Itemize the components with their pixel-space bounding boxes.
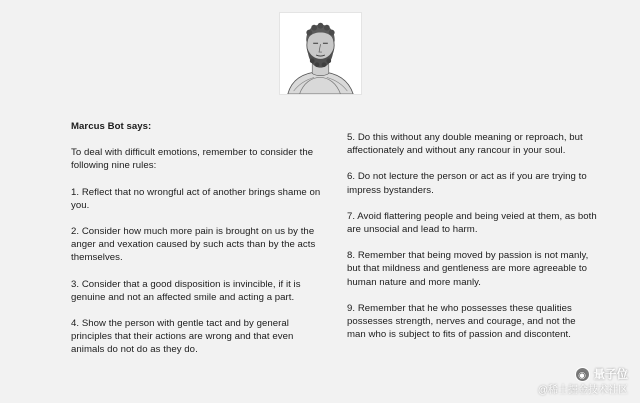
rule-7: 7. Avoid flattering people and being veied at them, as both are unsocial and lead to harm. [347, 210, 597, 236]
rule-3: 3. Consider that a good disposition is invincible, if it is genuine and not an affected smile and acting a part. [71, 278, 301, 303]
rule-2: 2. Consider how much more pain is brought on us by the anger and vexation caused by such acts than by the acts themselves. [71, 226, 316, 264]
watermark-brand-text: 量子位 [593, 368, 628, 381]
watermark-source: @稀土掘金技术社区 [537, 385, 628, 396]
rule-5: 5. Do this without any double meaning or reproach, but affectionately and without any rancour in your soul. [347, 132, 583, 157]
portrait-image [279, 12, 362, 95]
rule-6: 6. Do not lecture the person or act as if you are trying to impress bystanders. [347, 171, 587, 196]
left-column [71, 120, 323, 357]
rule-1: 1. Reflect that no wrongful act of another brings shame on you. [71, 186, 321, 211]
rule-4: 4. Show the person with gentle tact and by general principles that their actions are wrong and that even animals do not do as they do. [71, 318, 294, 356]
wechat-logo-icon: ◉ [575, 367, 590, 382]
watermark-brand [538, 367, 628, 382]
bust-icon [280, 13, 361, 94]
rule-9: 9. Remember that he who possesses these qualities possesses strength, nerves and courage, and not the man who is subject to fits of passion and discontent. [347, 302, 576, 341]
speaker-heading: Marcus Bot says: [71, 121, 152, 132]
right-column [347, 131, 597, 341]
rule-8: 8. Remember that being moved by passion is not manly, but that mildness and gentleness are more agreeable to human nature and more manly. [347, 250, 589, 288]
watermark [538, 367, 628, 397]
intro-paragraph: To deal with difficult emotions, remember to consider the following nine rules: [71, 147, 314, 172]
